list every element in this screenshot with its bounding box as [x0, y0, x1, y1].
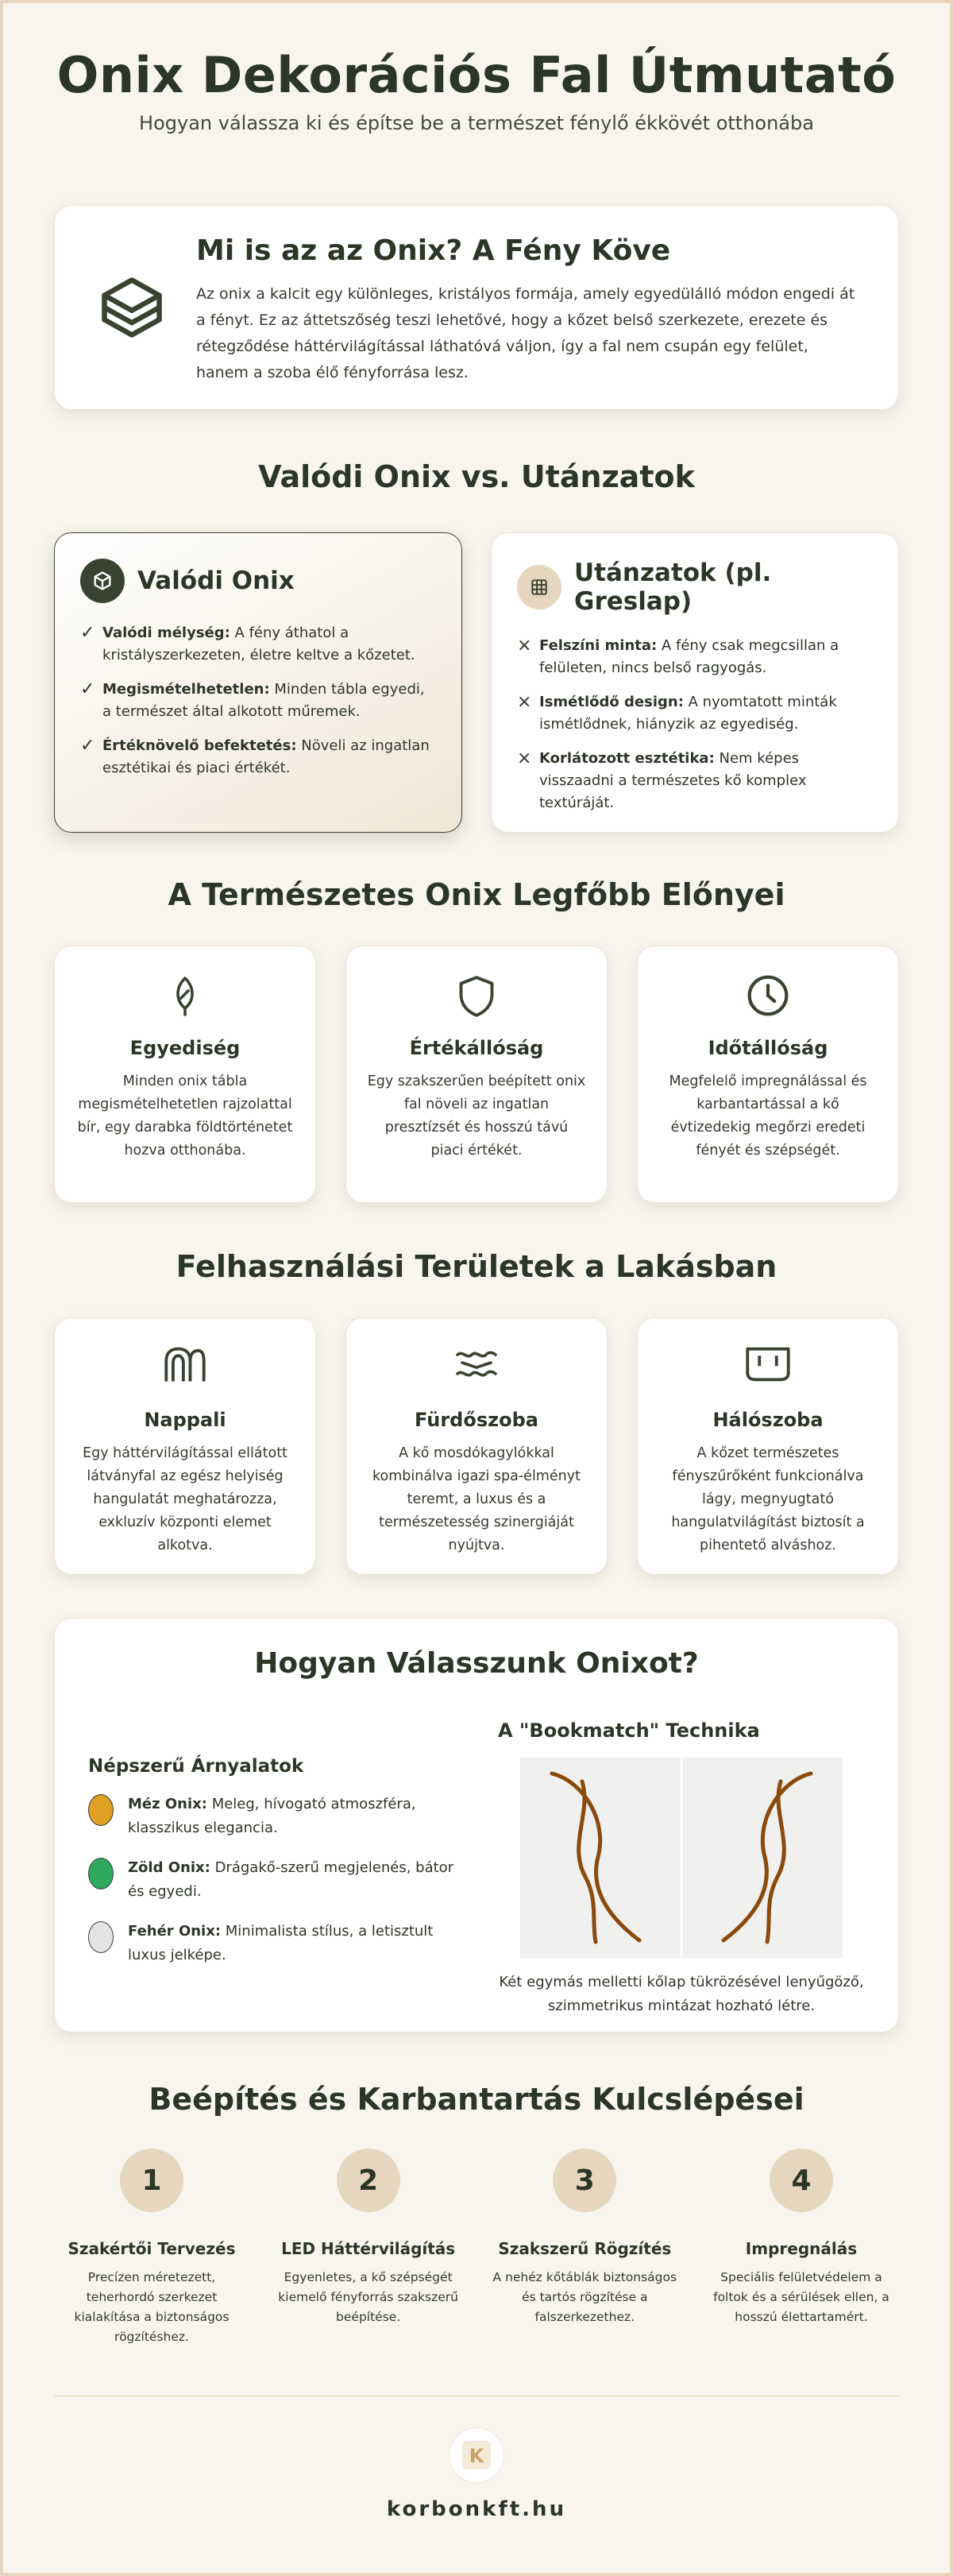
shade-item: Méz Onix: Meleg, hívogató atmoszféra, klasszikus elegancia. — [88, 1793, 469, 1840]
page-header — [54, 46, 899, 134]
area-title: Nappali — [144, 1409, 226, 1431]
step-text: Speciális felületvédelem a foltok és a sérülések ellen, a hosszú élettartamért. — [713, 2270, 889, 2324]
brand-logo[interactable] — [449, 2427, 504, 2483]
clock-icon — [658, 973, 878, 1027]
real-onyx-card — [54, 532, 462, 833]
area-card — [637, 1317, 899, 1575]
imitation-card — [491, 532, 899, 833]
compare-section — [54, 459, 899, 833]
check-icon: ✓ — [80, 623, 95, 643]
shades-list — [88, 1719, 469, 2018]
footer-brand-link[interactable]: korbonkft.hu — [386, 2497, 567, 2521]
areas-title: Felhasználási Területek a Lakásban — [176, 1249, 777, 1284]
step-item — [271, 2149, 466, 2347]
cross-icon: × — [517, 748, 532, 768]
benefit-title: Értékállóság — [409, 1037, 544, 1059]
bookmatch-caption: Két egymás melletti kőlap tükrözésével lenyűgöző, szimmetrikus mintázat hozható létre. — [499, 1974, 864, 2014]
imitation-item: × Korlátozott esztétika: Nem képes visszaadni a természetes kő komplex textúráját. — [517, 748, 873, 814]
compare-title: Valódi Onix vs. Utánzatok — [258, 459, 695, 494]
intro-card — [54, 205, 899, 410]
step-item — [54, 2149, 249, 2347]
shades-title: Népszerű Árnyalatok — [88, 1756, 304, 1777]
benefit-text: Egy szakszerűen beépített onix fal növeli az ingatlan presztízsét és hosszú távú piaci értékét. — [367, 1073, 586, 1158]
benefit-card — [637, 946, 899, 1203]
bookmatch-illustration — [520, 1758, 843, 1958]
intro-title: Mi is az az Onix? A Fény Köve — [196, 234, 671, 267]
choose-title: Hogyan Válasszunk Onixot? — [254, 1647, 699, 1680]
shade-item: Zöld Onix: Drágakő-szerű megjelenés, bátor és egyedi. — [88, 1856, 469, 1904]
step-number: 1 — [120, 2149, 183, 2212]
cross-icon: × — [517, 636, 532, 656]
real-onyx-item: ✓ Megismételhetetlen: Minden tábla egyedi, a természet által alkotott műremek. — [80, 679, 436, 723]
step-title: Szakértői Tervezés — [68, 2239, 236, 2258]
leaf-icon — [75, 973, 295, 1027]
imitation-item: × Ismétlődő design: A nyomtatott minták ismétlődnek, hiányzik az egyediség. — [517, 691, 873, 736]
page-title: Onix Dekorációs Fal Útmutató — [56, 46, 897, 104]
imitation-item: × Felszíni minta: A fény csak megcsillan a felületen, nincs belső ragyogás. — [517, 635, 873, 679]
benefit-card — [54, 946, 316, 1203]
shade-item: Fehér Onix: Minimalista stílus, a letisztult luxus jelképe. — [88, 1920, 469, 1967]
grid-icon — [517, 565, 561, 609]
waves-icon — [367, 1345, 586, 1399]
white-swatch — [88, 1921, 114, 1953]
bookmatch-left-slab — [520, 1758, 681, 1958]
page-subtitle: Hogyan válassza ki és építse be a természet fénylő ékkövét otthonába — [139, 112, 814, 134]
check-icon: ✓ — [80, 679, 95, 699]
area-card — [54, 1317, 316, 1575]
step-number: 4 — [770, 2149, 833, 2212]
step-title: LED Háttérvilágítás — [281, 2239, 456, 2258]
layers-icon — [88, 234, 176, 381]
imitation-title: Utánzatok (pl. Greslap) — [574, 559, 772, 616]
check-icon: ✓ — [80, 736, 95, 756]
step-item — [487, 2149, 682, 2347]
area-text: A kőzet természetes fényszűrőként funkcionálva lágy, megnyugtató hangulatvilágítást biztosít a pihentető alváshoz. — [671, 1445, 865, 1553]
benefit-text: Minden onix tábla megismételhetetlen rajzolattal bír, egy darabka földtörténetet hozva otthonába. — [77, 1073, 293, 1158]
step-title: Szakszerű Rögzítés — [498, 2239, 672, 2258]
benefits-title: A Természetes Onix Legfőbb Előnyei — [168, 877, 785, 912]
benefit-card — [345, 946, 608, 1203]
brand-logo-mark — [461, 2439, 492, 2471]
area-title: Fürdőszoba — [415, 1409, 538, 1431]
area-text: Egy háttérvilágítással ellátott látványfal az egész helyiség hangulatát meghatározza, exkluzív központi elemet alkotva. — [83, 1445, 287, 1553]
areas-section — [54, 1249, 899, 1575]
step-text: Egyenletes, a kő szépségét kiemelő fényforrás szakszerű beépítése. — [278, 2270, 458, 2324]
benefit-title: Egyediség — [129, 1037, 241, 1059]
area-card — [345, 1317, 608, 1575]
steps-section — [54, 2082, 899, 2347]
benefit-title: Időtállóság — [708, 1037, 828, 1059]
cube-icon — [80, 559, 125, 603]
frame-icon — [658, 1345, 878, 1399]
area-text: A kő mosdókagylókkal kombinálva igazi spa-élményt teremt, a luxus és a természetesség szinergiáját nyújtva. — [372, 1445, 581, 1553]
intro-text: Az onix a kalcit egy különleges, kristályos formája, amely egyedülálló módon engedi át a fényt. Ez az áttetszőség teszi lehetővé, hogy a kőzet belső szerkezete, erezete és rétegződése háttérvilágítással láthatóvá váljon, így a fal nem csupán egy felület, hanem a szoba élő fényforrása lesz. — [196, 285, 855, 381]
bookmatch-title: A "Bookmatch" Technika — [498, 1719, 760, 1742]
cross-icon: × — [517, 692, 532, 712]
step-text: A nehéz kőtáblák biztonságos és tartós rögzítése a falszerkezethez. — [492, 2270, 677, 2324]
step-number: 2 — [337, 2149, 400, 2212]
steps-title: Beépítés és Karbantartás Kulcslépései — [149, 2082, 804, 2117]
real-onyx-item: ✓ Valódi mélység: A fény áthatol a kristályszerkezeten, életre keltve a kőzetet. — [80, 622, 436, 667]
arch-icon — [75, 1345, 295, 1399]
svg-text:K: K — [469, 2445, 484, 2467]
benefit-text: Megfelelő impregnálással és karbantartással a kő évtizedekig megőrzi eredeti fényét és szépségét. — [669, 1073, 867, 1158]
area-title: Hálószoba — [712, 1409, 824, 1431]
bookmatch-panel — [498, 1719, 865, 2018]
real-onyx-title: Valódi Onix — [137, 567, 295, 595]
green-swatch — [88, 1858, 114, 1889]
bookmatch-right-slab — [682, 1758, 843, 1958]
choose-card — [54, 1618, 899, 2033]
step-number: 3 — [553, 2149, 616, 2212]
honey-swatch — [88, 1794, 114, 1826]
shield-icon — [367, 973, 586, 1027]
real-onyx-item: ✓ Értéknövelő befektetés: Növeli az ingatlan esztétikai és piaci értékét. — [80, 735, 436, 779]
step-title: Impregnálás — [745, 2239, 858, 2258]
benefits-section — [54, 877, 899, 1203]
step-item — [704, 2149, 899, 2347]
step-text: Precízen méretezett, teherhordó szerkezet kialakítása a biztonságos rögzítéshez. — [74, 2270, 230, 2344]
